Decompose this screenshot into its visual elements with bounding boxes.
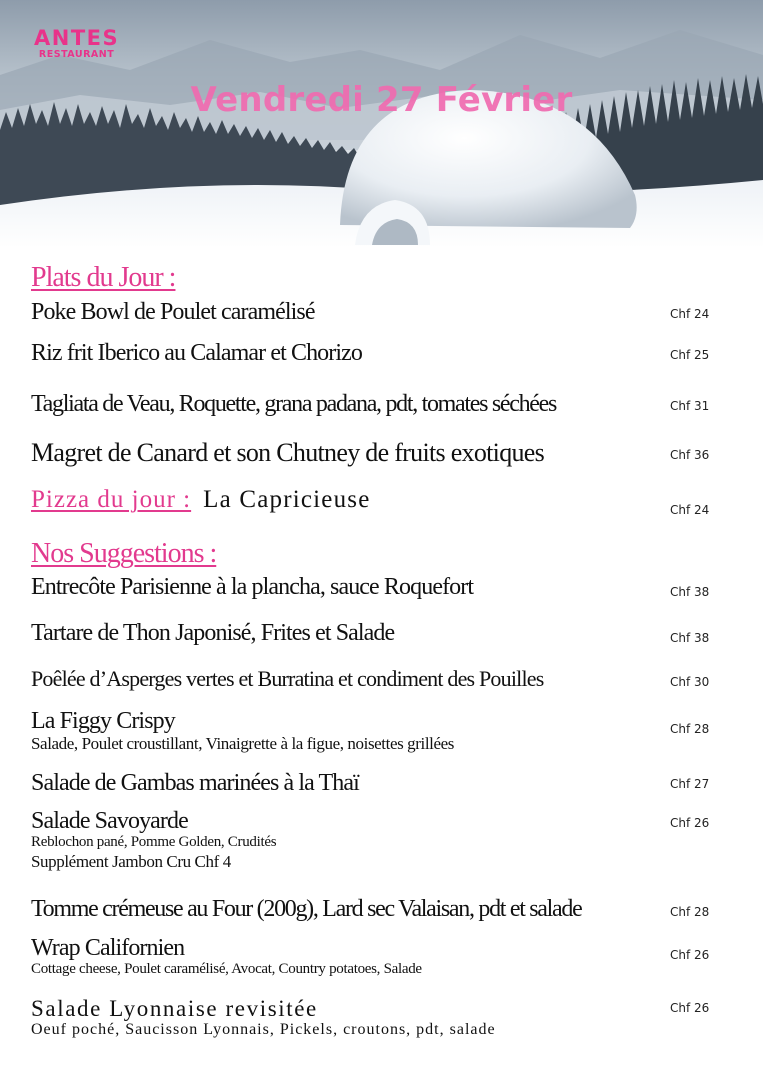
dish-price: Chf 25 <box>670 348 710 362</box>
dish-name: Salade Savoyarde <box>31 808 188 834</box>
dish-price: Chf 36 <box>670 448 710 462</box>
dish-description: Cottage cheese, Poulet caramélisé, Avocat, Country potatoes, Salade <box>31 961 422 978</box>
logo-subtitle: RESTAURANT <box>38 49 115 60</box>
dish-name: Poke Bowl de Poulet caramélisé <box>31 299 315 325</box>
dish-name: Magret de Canard et son Chutney de fruits exotiques <box>31 438 545 467</box>
dish-description: Oeuf poché, Saucisson Lyonnais, Pickels, croutons, pdt, salade <box>31 1021 496 1039</box>
menu-item <box>31 896 731 922</box>
menu-item <box>31 340 731 366</box>
dish-name: Poêlée d’Asperges vertes et Burratina et condiment des Pouilles <box>31 666 544 691</box>
menu-item <box>31 770 731 796</box>
menu-item <box>31 996 731 1040</box>
dish-price: Chf 28 <box>670 722 710 736</box>
dish-price: Chf 30 <box>670 675 710 689</box>
dish-price: Chf 38 <box>670 631 710 645</box>
dish-price: Chf 26 <box>670 1001 710 1015</box>
menu-item <box>31 391 731 417</box>
dish-name: Riz frit Iberico au Calamar et Chorizo <box>31 340 362 366</box>
dish-name: Tomme crémeuse au Four (200g), Lard sec Valaisan, pdt et salade <box>31 896 582 922</box>
plats-du-jour-heading: Plats du Jour : <box>31 262 176 293</box>
pizza-name: La Capricieuse <box>203 486 371 513</box>
pizza-du-jour <box>31 486 371 514</box>
menu-item <box>31 439 731 468</box>
dish-price: Chf 28 <box>670 905 710 919</box>
menu-item <box>31 299 731 325</box>
dish-price: Chf 26 <box>670 948 710 962</box>
restaurant-logo <box>34 28 119 60</box>
logo-name: ANTES <box>34 26 120 50</box>
dish-name: Wrap Californien <box>31 935 185 961</box>
pizza-price: Chf 24 <box>670 503 710 517</box>
menu-item <box>31 574 731 600</box>
dish-description: Salade, Poulet croustillant, Vinaigrette à la figue, noisettes grillées <box>31 734 455 754</box>
menu-item <box>31 708 731 754</box>
dish-name: La Figgy Crispy <box>31 708 175 734</box>
dish-name: Salade de Gambas marinées à la Thaï <box>31 770 359 796</box>
dish-description: Reblochon pané, Pomme Golden, Crudités <box>31 834 277 851</box>
dish-price: Chf 27 <box>670 777 710 791</box>
header-banner <box>0 0 763 248</box>
dish-name: Salade Lyonnaise revisitée <box>31 996 318 1021</box>
menu-date: Vendredi 27 Février <box>190 80 573 120</box>
menu-item <box>31 935 731 979</box>
menu-item <box>31 620 731 646</box>
menu-item <box>31 667 731 691</box>
dish-name: Tartare de Thon Japonisé, Frites et Salade <box>31 620 395 646</box>
dish-price: Chf 31 <box>670 399 710 413</box>
dish-price: Chf 24 <box>670 307 710 321</box>
dish-price: Chf 26 <box>670 816 710 830</box>
dish-price: Chf 38 <box>670 585 710 599</box>
pizza-label: Pizza du jour : <box>31 486 192 513</box>
suggestions-heading: Nos Suggestions : <box>31 538 217 569</box>
dish-name: Tagliata de Veau, Roquette, grana padana, pdt, tomates séchées <box>31 391 557 417</box>
dish-name: Entrecôte Parisienne à la plancha, sauce Roquefort <box>31 574 474 600</box>
dish-supplement: Supplément Jambon Cru Chf 4 <box>31 851 231 871</box>
menu-item <box>31 808 731 871</box>
